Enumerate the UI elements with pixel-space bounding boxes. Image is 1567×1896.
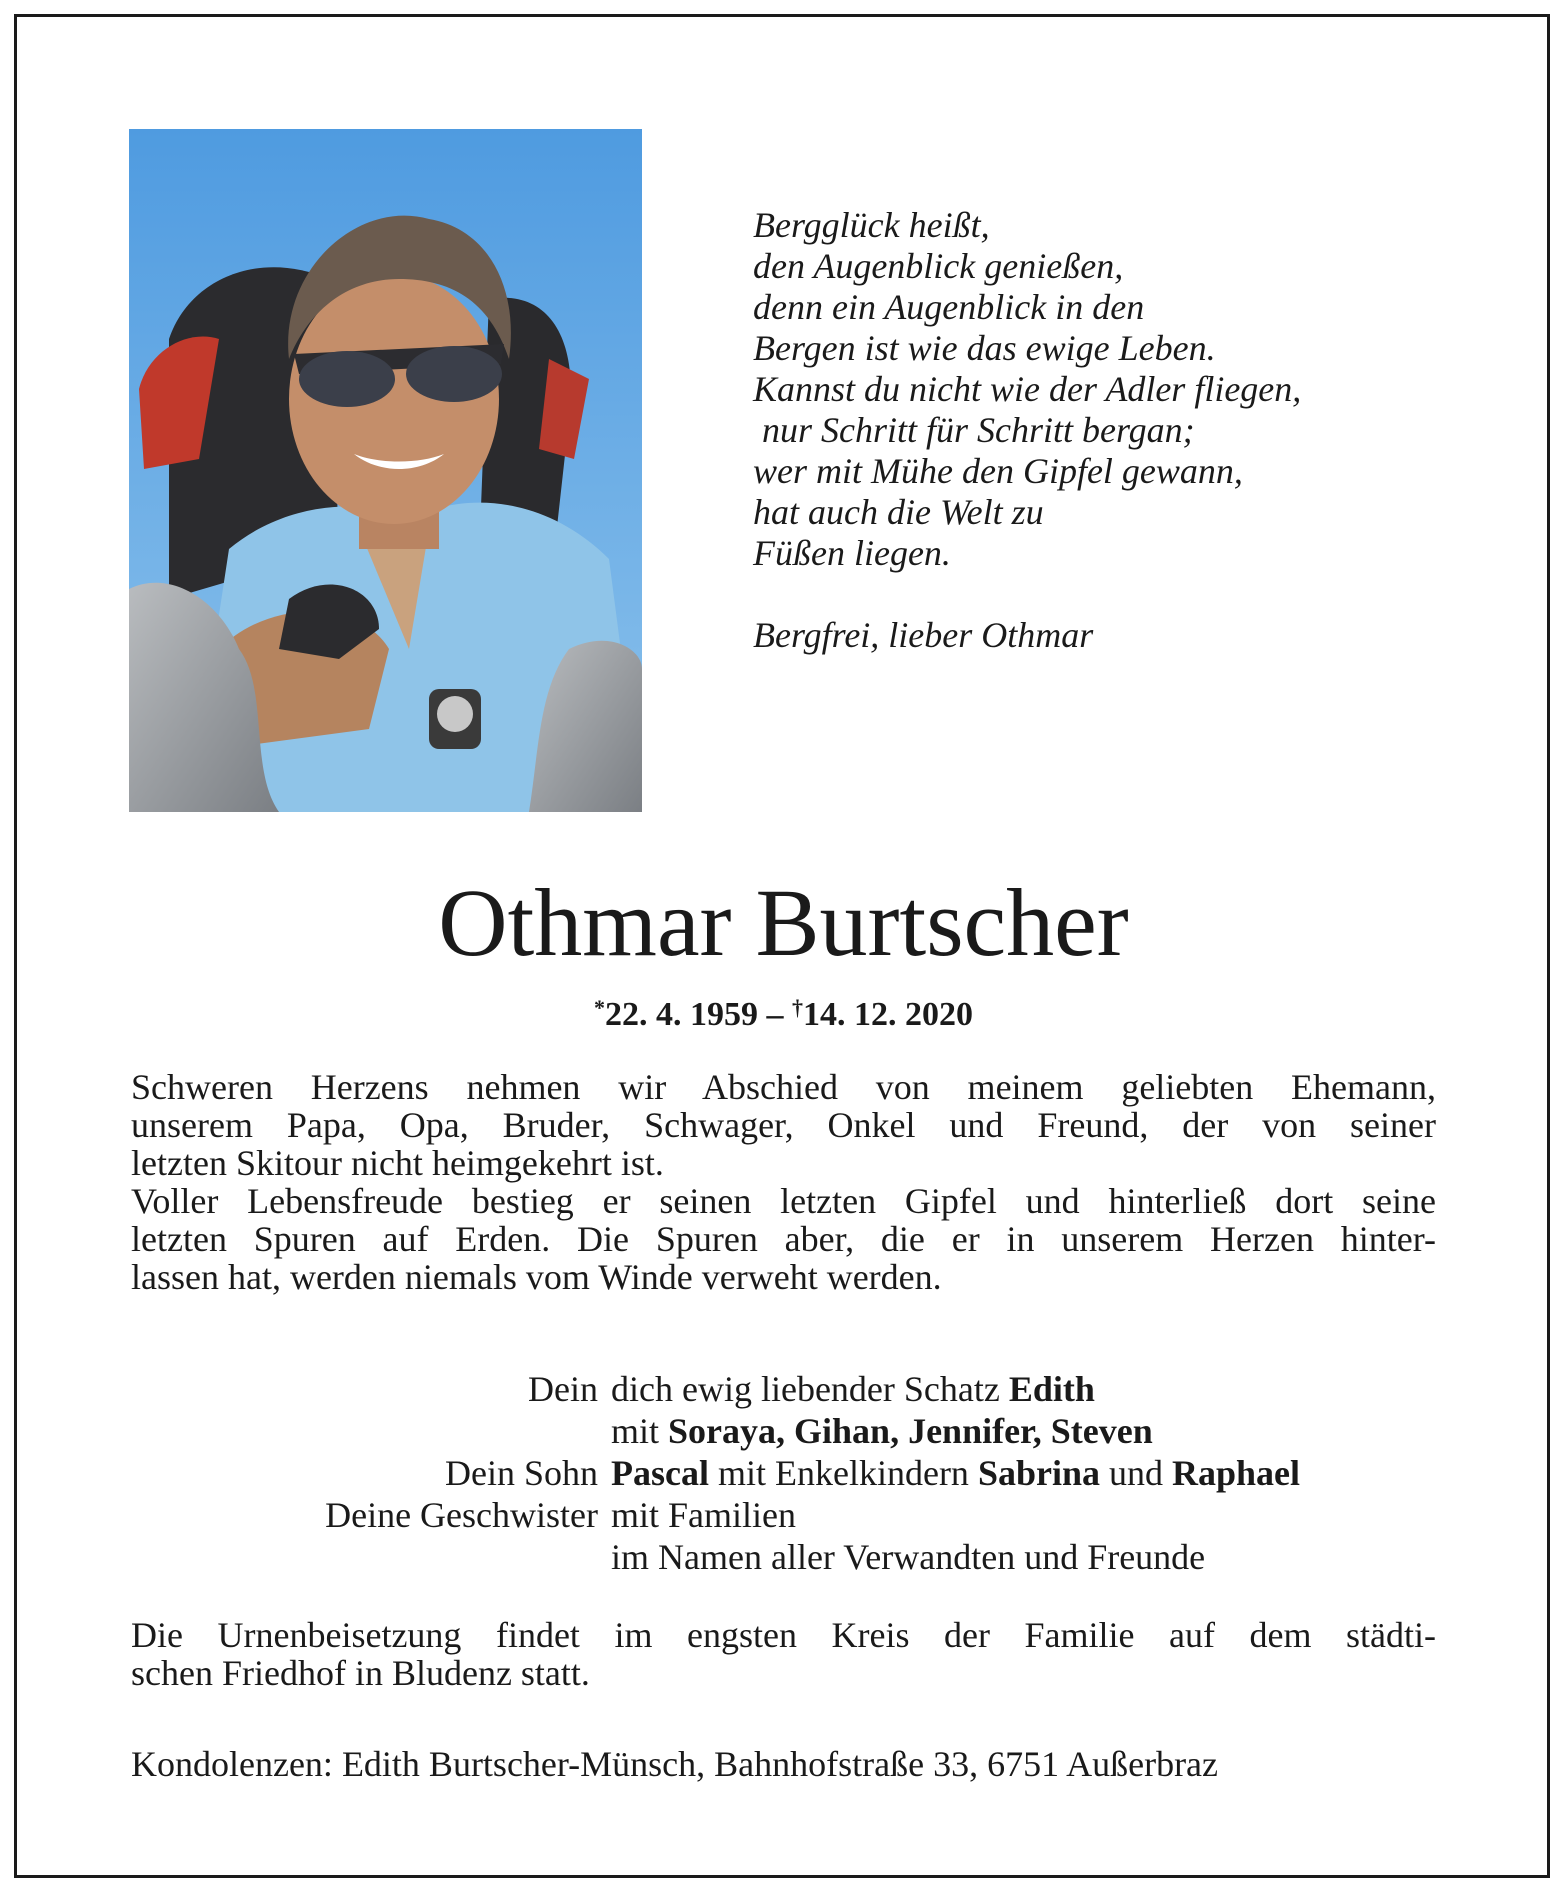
poem-line: Füßen liegen. bbox=[753, 533, 951, 573]
poem-line: hat auch die Welt zu bbox=[753, 492, 1044, 532]
family-signatures bbox=[131, 1368, 1451, 1578]
farewell-line: Voller Lebensfreude bestieg er seinen letzten Gipfel und hinterließ dort seine bbox=[131, 1181, 1436, 1221]
family-row bbox=[131, 1536, 1451, 1578]
family-label bbox=[131, 1536, 611, 1578]
family-label: Dein bbox=[528, 1369, 598, 1409]
farewell-line: letzten Spuren auf Erden. Die Spuren aber, die er in unserem Herzen hinter- bbox=[131, 1219, 1436, 1259]
poem-signoff: Bergfrei, lieber Othmar bbox=[753, 615, 1094, 655]
family-text: dich ewig liebender Schatz Edith bbox=[611, 1369, 1095, 1409]
poem-line: wer mit Mühe den Gipfel gewann, bbox=[753, 451, 1243, 491]
family-name: Raphael bbox=[1171, 1453, 1301, 1493]
death-symbol: † bbox=[792, 995, 803, 1020]
family-label: Deine Geschwister bbox=[325, 1495, 598, 1535]
burial-line: Die Urnenbeisetzung findet im engsten Kreis der Familie auf dem städti- bbox=[131, 1615, 1436, 1655]
date-separator: – bbox=[758, 996, 792, 1033]
birth-symbol: * bbox=[594, 995, 605, 1020]
family-row bbox=[131, 1494, 1451, 1536]
deceased-name: Othmar Burtscher bbox=[438, 869, 1129, 976]
family-label: Dein Sohn bbox=[445, 1453, 598, 1493]
family-row bbox=[131, 1410, 1451, 1452]
family-row bbox=[131, 1368, 1451, 1410]
poem bbox=[753, 205, 1473, 656]
burial-notice bbox=[131, 1616, 1436, 1692]
poem-line: nur Schritt für Schritt bergan; bbox=[753, 410, 1195, 450]
portrait-photo bbox=[129, 129, 642, 812]
family-name: Soraya, Gihan, Jennifer, Steven bbox=[668, 1411, 1153, 1451]
poem-line: Kannst du nicht wie der Adler fliegen, bbox=[753, 369, 1302, 409]
life-dates bbox=[0, 988, 1567, 1035]
poem-line: den Augenblick genießen, bbox=[753, 246, 1124, 286]
birth-date: 22. 4. 1959 bbox=[605, 996, 758, 1033]
family-text: mit Soraya, Gihan, Jennifer, Steven bbox=[611, 1411, 1153, 1451]
condolence-address: Kondolenzen: Edith Burtscher-Münsch, Bahnhofstraße 33, 6751 Außerbraz bbox=[131, 1744, 1219, 1784]
family-text: mit Familien bbox=[611, 1495, 796, 1535]
family-row bbox=[131, 1452, 1451, 1494]
farewell-line: unserem Papa, Opa, Bruder, Schwager, Onkel und Freund, der von seiner bbox=[131, 1105, 1436, 1145]
family-label bbox=[131, 1410, 611, 1452]
family-text: Pascal mit Enkelkindern Sabrina und Raphael bbox=[611, 1453, 1301, 1493]
poem-line: denn ein Augenblick in den bbox=[753, 287, 1145, 327]
burial-line: schen Friedhof in Bludenz statt. bbox=[131, 1653, 590, 1693]
farewell-line: letzten Skitour nicht heimgekehrt ist. bbox=[131, 1143, 664, 1183]
family-text: im Namen aller Verwandten und Freunde bbox=[611, 1537, 1206, 1577]
family-name: Edith bbox=[1008, 1369, 1095, 1409]
family-name: Sabrina bbox=[977, 1453, 1100, 1493]
poem-line: Bergglück heißt, bbox=[753, 205, 990, 245]
farewell-text bbox=[131, 1068, 1436, 1296]
farewell-line: lassen hat, werden niemals vom Winde verweht werden. bbox=[131, 1257, 942, 1297]
family-name: Pascal bbox=[611, 1453, 709, 1493]
poem-line: Bergen ist wie das ewige Leben. bbox=[753, 328, 1216, 368]
farewell-line: Schweren Herzens nehmen wir Abschied von meinem geliebten Ehemann, bbox=[131, 1067, 1436, 1107]
death-date: 14. 12. 2020 bbox=[803, 996, 973, 1033]
